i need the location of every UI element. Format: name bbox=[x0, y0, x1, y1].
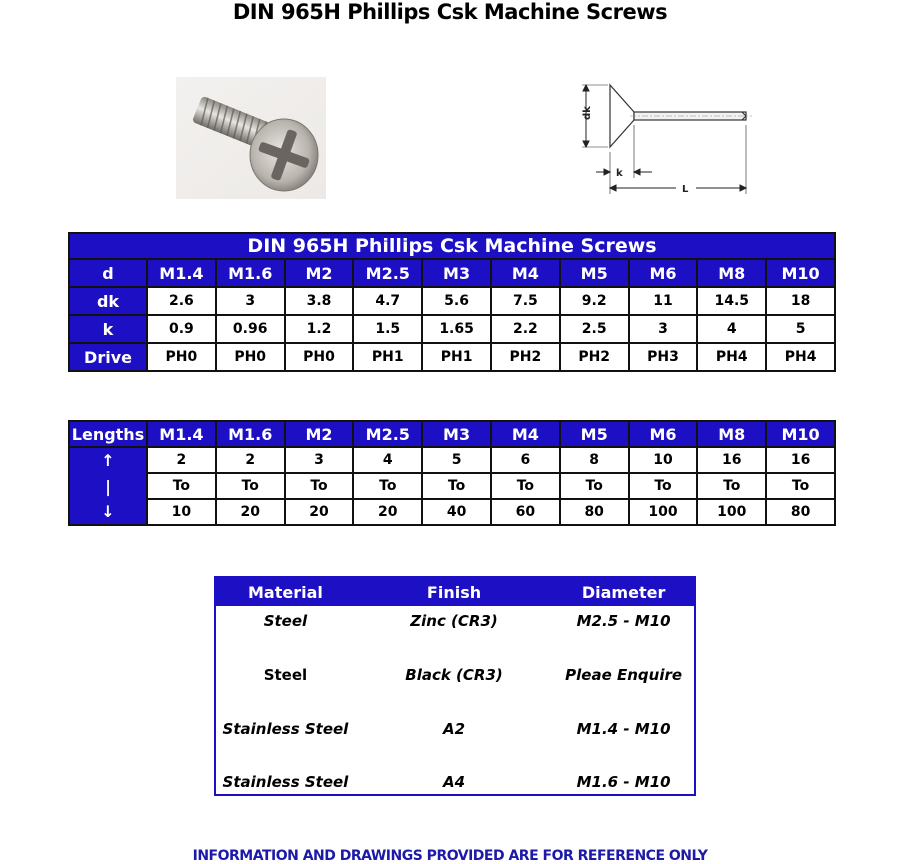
size-cell: M5 bbox=[560, 421, 629, 447]
material-row bbox=[216, 720, 694, 738]
header-finish: Finish bbox=[426, 582, 482, 602]
dimension-table-title: DIN 965H Phillips Csk Machine Screws bbox=[69, 233, 835, 259]
table-cell: 4 bbox=[353, 447, 422, 473]
table-cell: 20 bbox=[285, 499, 354, 525]
table-cell: 11 bbox=[629, 287, 698, 315]
table-cell: To bbox=[491, 473, 560, 499]
table-cell: To bbox=[285, 473, 354, 499]
size-cell: M4 bbox=[491, 259, 560, 287]
row-label: dk bbox=[69, 287, 147, 315]
table-cell: PH4 bbox=[766, 343, 835, 371]
size-cell: M10 bbox=[766, 259, 835, 287]
table-cell: 2.5 bbox=[560, 315, 629, 343]
table-cell: To bbox=[629, 473, 698, 499]
table-cell: 3 bbox=[216, 287, 285, 315]
material-cell: Steel bbox=[263, 666, 308, 684]
material-row bbox=[216, 612, 694, 630]
row-dk bbox=[69, 287, 835, 315]
size-cell: M1.6 bbox=[216, 421, 285, 447]
table-cell: 80 bbox=[766, 499, 835, 525]
table-cell: To bbox=[766, 473, 835, 499]
material-cell: Steel bbox=[263, 612, 308, 630]
table-cell: 16 bbox=[697, 447, 766, 473]
table-cell: 16 bbox=[766, 447, 835, 473]
material-row bbox=[216, 773, 694, 791]
header-material: Material bbox=[247, 582, 323, 602]
table-cell: To bbox=[353, 473, 422, 499]
finish-cell: A2 bbox=[442, 720, 466, 738]
table-cell: PH1 bbox=[422, 343, 491, 371]
size-cell: M8 bbox=[697, 421, 766, 447]
finish-cell: A4 bbox=[442, 773, 466, 791]
row-label: d bbox=[69, 259, 147, 287]
size-cell: M2 bbox=[285, 259, 354, 287]
table-cell: 10 bbox=[629, 447, 698, 473]
material-cell: Stainless Steel bbox=[222, 773, 349, 791]
page-title: DIN 965H Phillips Csk Machine Screws bbox=[232, 0, 668, 24]
table-cell: 0.96 bbox=[216, 315, 285, 343]
table-cell: 100 bbox=[697, 499, 766, 525]
table-cell: PH2 bbox=[491, 343, 560, 371]
table-cell: To bbox=[560, 473, 629, 499]
table-cell: 6 bbox=[491, 447, 560, 473]
lengths-table bbox=[68, 420, 836, 526]
size-cell: M1.6 bbox=[216, 259, 285, 287]
arrow-shaft-icon: | bbox=[69, 473, 147, 499]
table-cell: PH2 bbox=[560, 343, 629, 371]
size-cell: M5 bbox=[560, 259, 629, 287]
size-cell: M2.5 bbox=[353, 421, 422, 447]
table-cell: 1.65 bbox=[422, 315, 491, 343]
table-cell: 40 bbox=[422, 499, 491, 525]
size-cell: M1.4 bbox=[147, 259, 216, 287]
size-cell: M8 bbox=[697, 259, 766, 287]
lengths-min-row bbox=[69, 447, 835, 473]
table-cell: 5.6 bbox=[422, 287, 491, 315]
table-cell: 8 bbox=[560, 447, 629, 473]
size-cell: M2.5 bbox=[353, 259, 422, 287]
table-cell: 2 bbox=[216, 447, 285, 473]
dimension-table bbox=[68, 232, 836, 372]
finish-cell: Zinc (CR3) bbox=[410, 612, 498, 630]
table-cell: 2 bbox=[147, 447, 216, 473]
material-table bbox=[214, 576, 696, 796]
table-cell: To bbox=[216, 473, 285, 499]
table-cell: 5 bbox=[766, 315, 835, 343]
table-cell: 10 bbox=[147, 499, 216, 525]
lengths-max-row bbox=[69, 499, 835, 525]
table-cell: PH0 bbox=[216, 343, 285, 371]
material-table-header bbox=[216, 578, 694, 606]
size-cell: M3 bbox=[422, 421, 491, 447]
table-cell: 60 bbox=[491, 499, 560, 525]
table-cell: PH1 bbox=[353, 343, 422, 371]
table-cell: 3 bbox=[285, 447, 354, 473]
disclaimer-footer: INFORMATION AND DRAWINGS PROVIDED ARE FOR REFERENCE ONLY bbox=[192, 848, 708, 864]
table-cell: 1.5 bbox=[353, 315, 422, 343]
size-cell: M1.4 bbox=[147, 421, 216, 447]
diameter-cell: M1.6 - M10 bbox=[576, 773, 671, 791]
lengths-label: Lengths bbox=[69, 421, 147, 447]
table-cell: To bbox=[697, 473, 766, 499]
material-cell: Stainless Steel bbox=[222, 720, 349, 738]
finish-cell: Black (CR3) bbox=[405, 666, 503, 684]
dk-label: dk bbox=[582, 106, 593, 120]
row-label: k bbox=[69, 315, 147, 343]
size-cell: M2 bbox=[285, 421, 354, 447]
table-cell: 2.6 bbox=[147, 287, 216, 315]
arrow-up-icon: ↑ bbox=[69, 447, 147, 473]
size-cell: M4 bbox=[491, 421, 560, 447]
diameter-cell: M1.4 - M10 bbox=[576, 720, 671, 738]
size-cell: M3 bbox=[422, 259, 491, 287]
row-drive bbox=[69, 343, 835, 371]
material-row bbox=[216, 666, 694, 684]
table-cell: To bbox=[422, 473, 491, 499]
size-cell: M6 bbox=[629, 421, 698, 447]
table-cell: 20 bbox=[216, 499, 285, 525]
table-cell: PH0 bbox=[285, 343, 354, 371]
lengths-header-row bbox=[69, 421, 835, 447]
size-cell: M10 bbox=[766, 421, 835, 447]
table-cell: 3.8 bbox=[285, 287, 354, 315]
table-cell: PH4 bbox=[697, 343, 766, 371]
diameter-cell: Pleae Enquire bbox=[565, 666, 683, 684]
row-label: Drive bbox=[69, 343, 147, 371]
screw-photo bbox=[176, 77, 326, 199]
k-label: k bbox=[616, 168, 623, 179]
table-cell: 2.2 bbox=[491, 315, 560, 343]
table-cell: PH0 bbox=[147, 343, 216, 371]
table-cell: 18 bbox=[766, 287, 835, 315]
table-cell: To bbox=[147, 473, 216, 499]
table-cell: 80 bbox=[560, 499, 629, 525]
table-cell: 1.2 bbox=[285, 315, 354, 343]
screw-dimension-drawing bbox=[572, 80, 762, 200]
table-cell: 14.5 bbox=[697, 287, 766, 315]
table-cell: 5 bbox=[422, 447, 491, 473]
table-cell: 9.2 bbox=[560, 287, 629, 315]
table-cell: 20 bbox=[353, 499, 422, 525]
row-d bbox=[69, 259, 835, 287]
table-cell: 0.9 bbox=[147, 315, 216, 343]
table-cell: PH3 bbox=[629, 343, 698, 371]
table-cell: 4 bbox=[697, 315, 766, 343]
row-k bbox=[69, 315, 835, 343]
table-cell: 3 bbox=[629, 315, 698, 343]
diameter-cell: M2.5 - M10 bbox=[576, 612, 671, 630]
header-diameter: Diameter bbox=[581, 582, 666, 602]
table-cell: 100 bbox=[629, 499, 698, 525]
lengths-to-row bbox=[69, 473, 835, 499]
l-label: L bbox=[682, 184, 689, 195]
size-cell: M6 bbox=[629, 259, 698, 287]
table-cell: 7.5 bbox=[491, 287, 560, 315]
table-cell: 4.7 bbox=[353, 287, 422, 315]
arrow-down-icon: ↓ bbox=[69, 499, 147, 525]
